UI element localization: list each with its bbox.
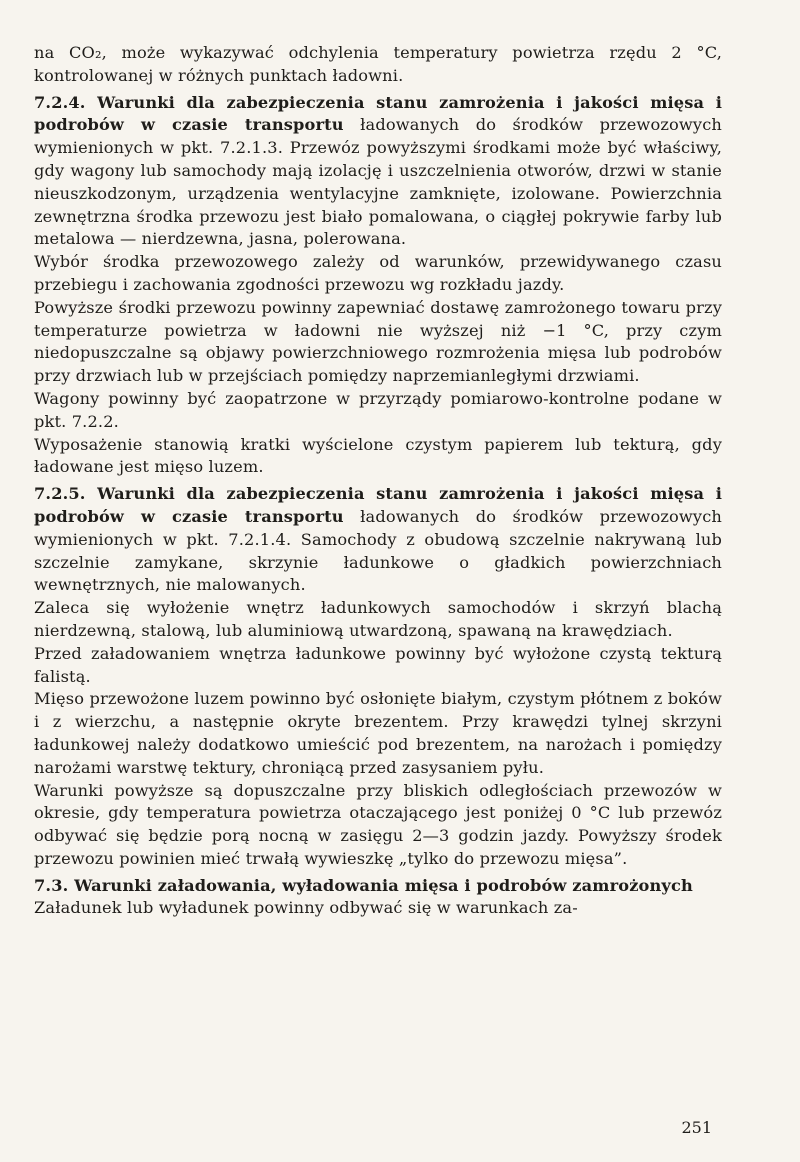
paragraph-intro: na CO₂, może wykazywać odchylenia temperatury powietrza rzędu 2 °C, kontrolowanej w różnych punktach ładowni. <box>34 43 722 85</box>
paragraph-equipment: Wyposażenie stanowią kratki wyścielone czystym papierem lub tekturą, gdy ładowane jest mięso luzem. <box>34 434 722 477</box>
section-heading-7-2-4: 7.2.4. Warunki dla zabezpieczenia stanu zamrożenia i jakości mięsa i podrobów w czasie transportu <box>34 92 722 135</box>
section-text-7-2-4: ładowanych do środków przewozowych wymienionych w pkt. 7.2.1.3. Przewóz powyższymi środkami może być właściwy, gdy wagony lub samochody mają izolację i uszczelnienia otworów, drzwi w stanie nieuszkodzonym, urządzenia wentylacyjne zamknięte, izolowane. Powierzchnia zewnętrzna środka przewozu jest biało pomalowana, o ciągłej pokrywie farby lub metalowa — nierdzewna, jasna, polerowana. <box>34 115 723 249</box>
page-body <box>34 42 722 920</box>
section-7-3 <box>34 875 722 898</box>
section-7-2-4 <box>34 92 722 252</box>
section-heading-7-2-5: 7.2.5. Warunki dla zabezpieczenia stanu zamrożenia i jakości mięsa i podrobów w czasie transportu <box>34 484 722 526</box>
section-text-7-2-5: ładowanych do środków przewozowych wymienionych w pkt. 7.2.1.4. Samochody z obudową szczelnie nakrywaną lub szczelnie zamykane, skrzynie ładunkowe o gładkich powierzchniach wewnętrznych, nie malowanych. <box>34 506 723 595</box>
paragraph-cardboard: Przed załadowaniem wnętrza ładunkowe powinny być wyłożone czystą tekturą falistą. <box>34 643 722 686</box>
section-heading-7-3: 7.3. Warunki załadowania, wyładowania mięsa i podrobów zamrożonych <box>34 875 693 895</box>
paragraph-lining: Zaleca się wyłożenie wnętrz ładunkowych samochodów i skrzyń blachą nierdzewną, stalową, lub aluminiową utwardzoną, spawaną na krawędziach. <box>34 598 722 640</box>
paragraph-instruments: Wagony powinny być zaopatrzone w przyrządy pomiarowo-kontrolne podane w pkt. 7.2.2. <box>34 388 722 431</box>
page-number: 251 <box>681 1118 712 1137</box>
paragraph-temperature: Powyższe środki przewozu powinny zapewniać dostawę zamrożonego towaru przy temperaturze powietrza w ładowni nie wyższej niż −1 °C, przy czym niedopuszczalne są objawy powierzchniowego rozmrożenia mięsa lub podrobów przy drzwiach lub w przejściach pomiędzy naprzemianległymi drzwiami. <box>34 297 722 386</box>
paragraph-loose-meat: Mięso przewożone luzem powinno być osłonięte białym, czystym płótnem z boków i z wierzchu, a następnie okryte brezentem. Przy krawędzi tylnej skrzyni ładunkowej należy dodatkowo umieścić pod brezentem, na narożach i pomiędzy narożami warstwę tektury, chroniącą przed zasysaniem pyłu. <box>34 689 722 777</box>
paragraph-loading: Załadunek lub wyładunek powinny odbywać się w warunkach za- <box>34 898 578 918</box>
paragraph-conditions: Warunki powyższe są dopuszczalne przy bliskich odległościach przewozów w okresie, gdy temperatura powietrza otaczającego jest poniżej 0 °C lub przewóz odbywać się będzie porą nocną w zasięgu 2—3 godzin jazdy. Powyższy środek przewozu powinien mieć trwałą wywieszkę „tylko do przewozu mięsa”. <box>34 780 722 868</box>
section-7-2-5 <box>34 483 722 597</box>
paragraph-transport-choice: Wybór środka przewozowego zależy od warunków, przewidywanego czasu przebiegu i zachowania zgodności przewozu wg rozkładu jazdy. <box>34 252 722 294</box>
